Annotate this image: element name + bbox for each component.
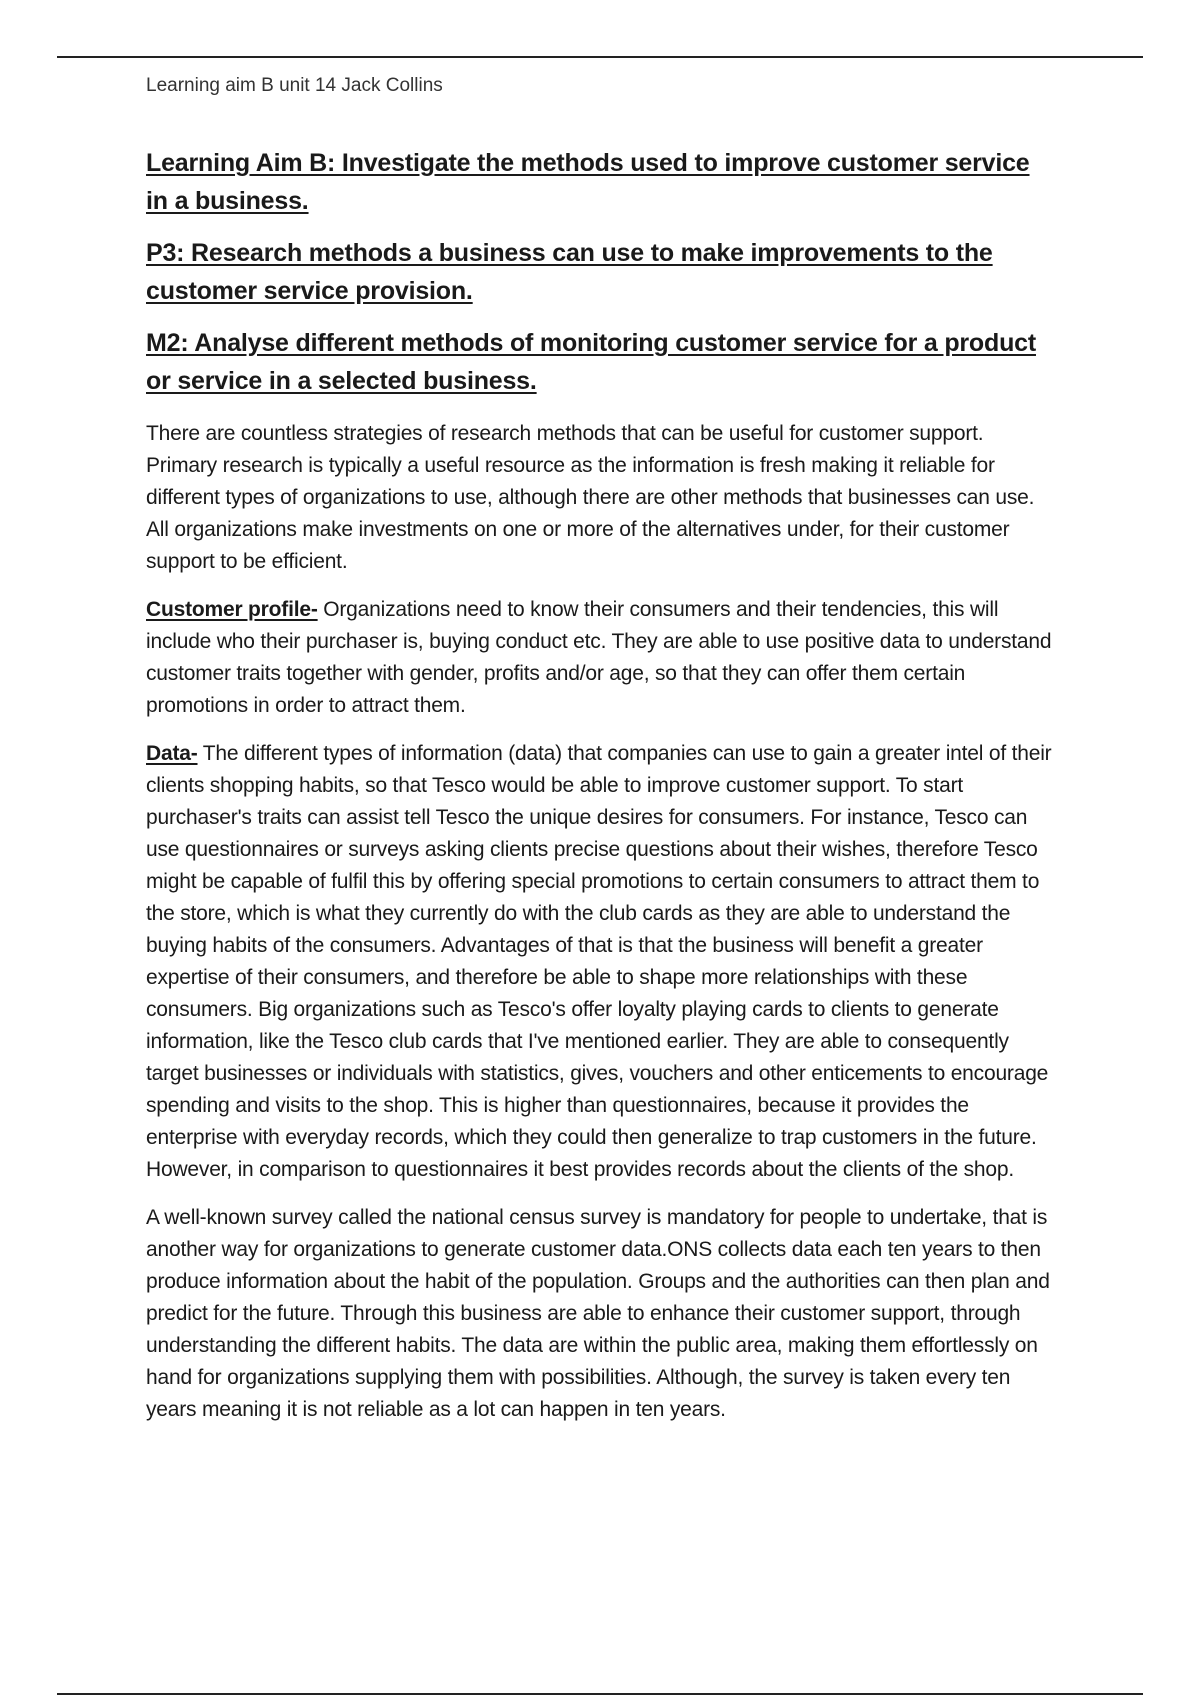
intro-paragraph: There are countless strategies of research methods that can be useful for customer support. Primary research is typically a useful resource as the information is fresh making it reliable for different types of organizations to use, although there are other methods that businesses can use. All organizations make investments on one or more of the alternatives under, for their customer support to be efficient. <box>146 422 1035 573</box>
data-paragraph <box>146 738 1056 1186</box>
data-term: Data- <box>146 742 198 765</box>
p3-heading: P3: Research methods a business can use to make improvements to the customer service provision. <box>146 239 993 305</box>
customer-profile-term: Customer profile- <box>146 598 318 621</box>
header-rule <box>57 56 1143 58</box>
learning-aim-heading: Learning Aim B: Investigate the methods used to improve customer service in a business. <box>146 149 1030 215</box>
customer-profile-paragraph <box>146 594 1056 722</box>
data-body: The different types of information (data) that companies can use to gain a greater intel of their clients shopping habits, so that Tesco would be able to improve customer support. To start purchaser's traits can assist tell Tesco the unique desires for consumers. For instance, Tesco can use questionnaires or surveys asking clients precise questions about their wishes, therefore Tesco might be capable of fulfil this by offering special promotions to certain consumers to attract them to the store, which is what they currently do with the club cards as they are able to understand the buying habits of the consumers. Advantages of that is that the business will benefit a greater expertise of their consumers, and therefore be able to shape more relationships with these consumers. Big organizations such as Tesco's offer loyalty playing cards to clients to generate information, like the Tesco club cards that I've mentioned earlier. They are able to consequently target businesses or individuals with statistics, gives, vouchers and other enticements to encourage spending and visits to the shop. This is higher than questionnaires, because it provides the enterprise with everyday records, which they could then generalize to trap customers in the future. However, in comparison to questionnaires it best provides records about the clients of the shop. <box>146 742 1052 1181</box>
document-page <box>146 72 1056 1426</box>
page-header-text: Learning aim B unit 14 Jack Collins <box>146 75 443 96</box>
census-paragraph: A well-known survey called the national census survey is mandatory for people to undertake, that is another way for organizations to generate customer data.ONS collects data each ten years to then produce information about the habit of the population. Groups and the authorities can then plan and predict for the future. Through this business are able to enhance their customer support, through understanding the different habits. The data are within the public area, making them effortlessly on hand for organizations supplying them with possibilities. Although, the survey is taken every ten years meaning it is not reliable as a lot can happen in ten years. <box>146 1206 1050 1421</box>
footer-rule <box>57 1693 1143 1695</box>
m2-heading: M2: Analyse different methods of monitoring customer service for a product or service in a selected business. <box>146 329 1036 395</box>
customer-profile-body: Organizations need to know their consumers and their tendencies, this will include who their purchaser is, buying conduct etc. They are able to use positive data to understand customer traits together with gender, profits and/or age, so that they can offer them certain promotions in order to attract them. <box>146 598 1052 717</box>
